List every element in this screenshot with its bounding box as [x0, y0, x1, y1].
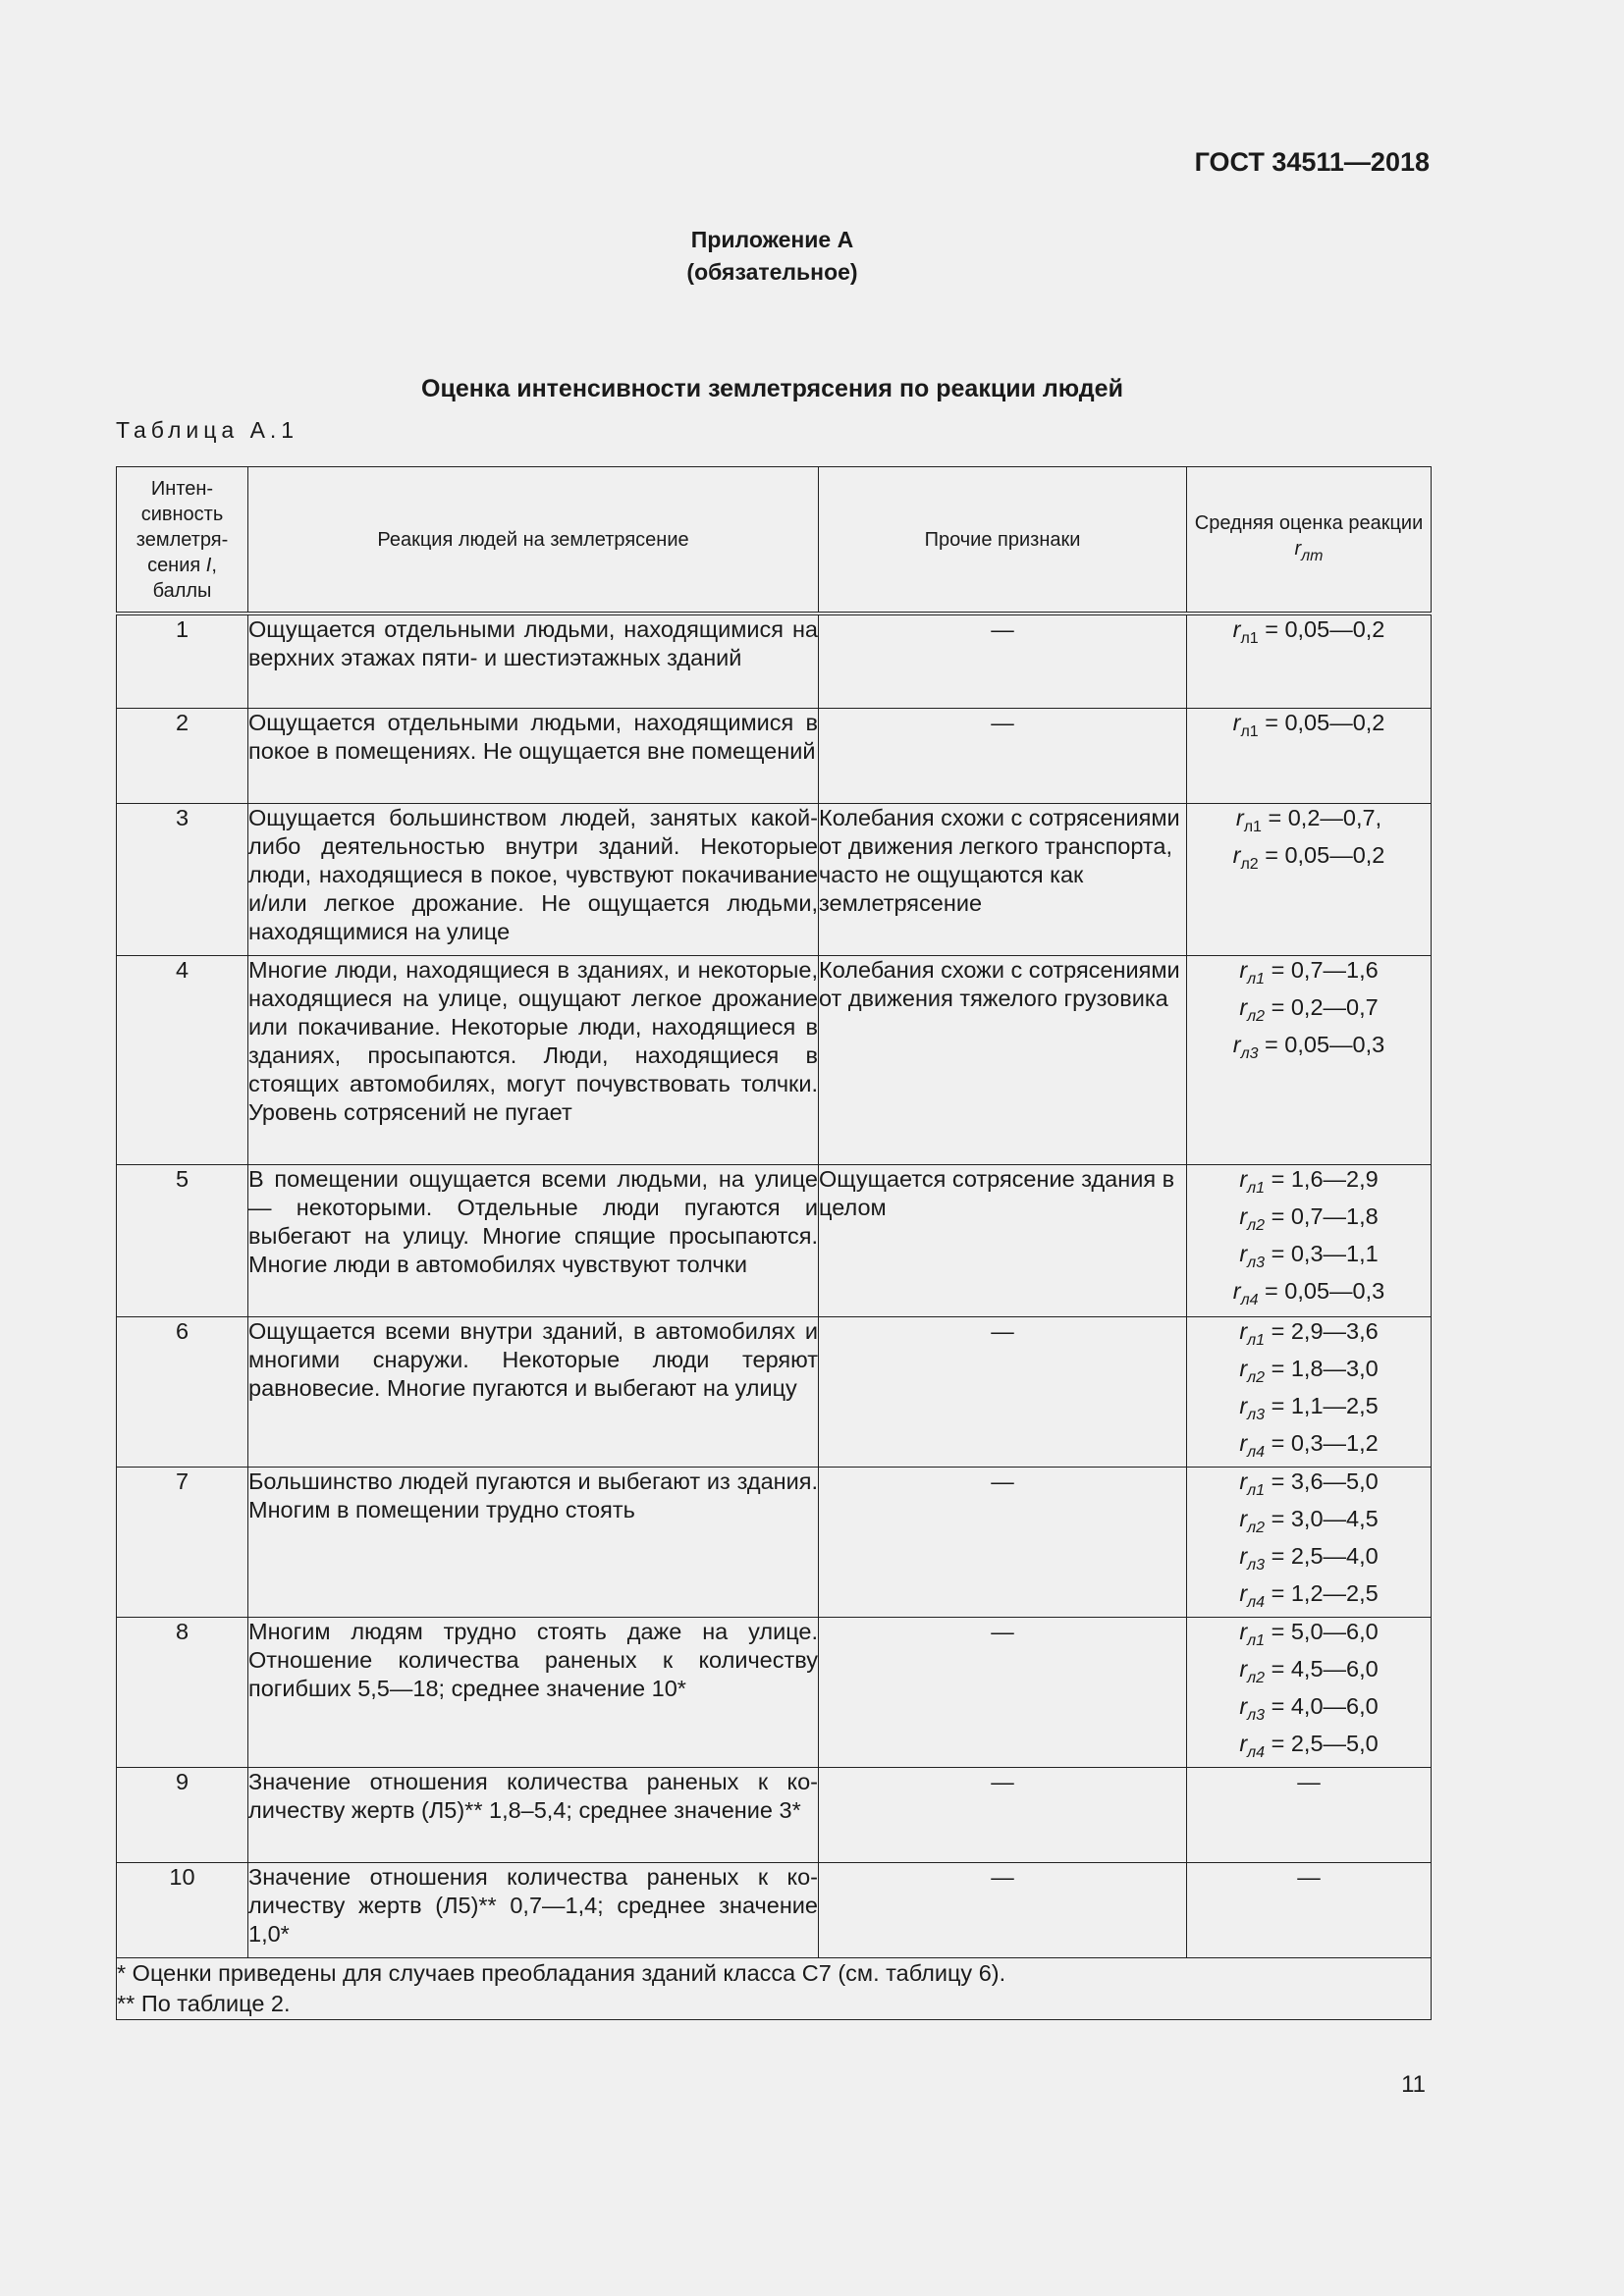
score-line: $r_{л2}$ = 0,7—1,8 — [1239, 1202, 1379, 1234]
score-line: $r_{л3}$ = 0,3—1,1 — [1239, 1240, 1379, 1271]
score-cell — [1187, 1617, 1432, 1767]
score-line: $r_{л3}$ = 1,1—2,5 — [1239, 1392, 1379, 1423]
intensity-value: 10 — [117, 1862, 248, 1957]
appendix-subtitle: (обязательное) — [686, 259, 858, 285]
header-intensity-text: Интен- сивность землетря- сения I, баллы — [135, 477, 229, 602]
table-row — [117, 1767, 1432, 1862]
header-intensity — [117, 467, 248, 614]
reaction-text: Ощущается всеми внутри зданий, в автомобилях и многими снаружи. Некоторые люди теряют равновесие. Многие пугаются и выбегают на улицу — [248, 1316, 819, 1467]
table-row — [117, 1164, 1432, 1316]
score-line: $r_{л2}$ = 3,0—4,5 — [1239, 1505, 1379, 1536]
score-line: $r_{л1}$ = 3,6—5,0 — [1239, 1468, 1379, 1499]
intensity-value: 9 — [117, 1767, 248, 1862]
reaction-text: В помещении ощущается всеми людьми, на улице — некоторыми. Отдельные люди пугаются и выбегают на улицу. Многие спящие просыпаются. Многие люди в автомобилях чувствуют толчки — [248, 1164, 819, 1316]
table-row — [117, 1316, 1432, 1467]
other-signs: — — [819, 708, 1187, 803]
score-cell — [1187, 803, 1432, 955]
other-signs: — — [819, 1767, 1187, 1862]
score-cell — [1187, 614, 1432, 708]
table-label: Таблица А.1 — [116, 417, 299, 443]
header-score-symbol: r — [1294, 537, 1302, 560]
appendix-heading — [0, 224, 1544, 289]
reaction-text: Большинство людей пугаются и выбегают из здания. Многим в помещении трудно стоять — [248, 1467, 819, 1617]
score-line: $r_{л4}$ = 1,2—2,5 — [1239, 1579, 1379, 1611]
other-signs: Колебания схожи с сотрясениями от движения тяжелого грузовика — [819, 955, 1187, 1164]
score-line: $r_{л4}$ = 0,3—1,2 — [1239, 1429, 1379, 1461]
intensity-value: 4 — [117, 955, 248, 1164]
reaction-text: Многим людям трудно стоять даже на улице. Отношение количества раненых к количеству погибших 5,5—18; среднее значение 10* — [248, 1617, 819, 1767]
score-line: $r_{л2}$ = 1,8—3,0 — [1239, 1355, 1379, 1386]
appendix-title: Приложение А — [690, 227, 854, 252]
intensity-value: 1 — [117, 614, 248, 708]
header-other: Прочие признаки — [819, 467, 1187, 614]
score-line: $r_{л2}$ = 0,2—0,7 — [1239, 993, 1379, 1025]
score-cell — [1187, 955, 1432, 1164]
score-line: $r_{л2}$ = 4,5—6,0 — [1239, 1655, 1379, 1686]
other-signs: — — [819, 1862, 1187, 1957]
score-line: $r_{л4}$ = 2,5—5,0 — [1239, 1730, 1379, 1761]
score-cell: — — [1187, 1862, 1432, 1957]
score-line: $r_{л2}$ = 0,05—0,2 — [1232, 841, 1385, 873]
other-signs: — — [819, 1467, 1187, 1617]
reaction-text: Ощущается отдельными людьми, находящимися в покое в помещениях. Не ощущается вне помещений — [248, 708, 819, 803]
reaction-text: Значение отношения количества раненых к количеству жертв (Л5)** 0,7—1,4; среднее значение 1,0* — [248, 1862, 819, 1957]
intensity-value: 7 — [117, 1467, 248, 1617]
intensity-value: 8 — [117, 1617, 248, 1767]
intensity-value: 2 — [117, 708, 248, 803]
score-cell: — — [1187, 1767, 1432, 1862]
intensity-table — [116, 466, 1432, 2020]
score-cell — [1187, 708, 1432, 803]
score-line: $r_{л1}$ = 2,9—3,6 — [1239, 1317, 1379, 1349]
header-score-prefix: Средняя оценка реакции — [1194, 511, 1424, 534]
other-signs: — — [819, 1617, 1187, 1767]
table-row — [117, 1862, 1432, 1957]
reaction-text: Значение отношения количества раненых к количеству жертв (Л5)** 1,8–5,4; среднее значение 3* — [248, 1767, 819, 1862]
score-line: $r_{л3}$ = 0,05—0,3 — [1232, 1031, 1385, 1062]
reaction-text: Многие люди, находящиеся в зданиях, и некоторые, находящиеся на улице, ощущают легкое дрожание или покачивание. Некоторые люди, находящиеся в зданиях, просыпаются. Люди, находящиеся в стоящих автомобилях, могут почувствовать толчки. Уровень сотрясений не пугает — [248, 955, 819, 1164]
intensity-value: 5 — [117, 1164, 248, 1316]
score-cell — [1187, 1316, 1432, 1467]
score-line: $r_{л4}$ = 0,05—0,3 — [1232, 1277, 1385, 1308]
other-signs: — — [819, 614, 1187, 708]
note-2: ** По таблице 2. — [117, 1990, 291, 2016]
header-reaction: Реакция людей на землетрясение — [248, 467, 819, 614]
score-line: $r_{л1}$ = 0,7—1,6 — [1239, 956, 1379, 988]
page-number: 11 — [1401, 2071, 1426, 2098]
other-signs: — — [819, 1316, 1187, 1467]
section-title: Оценка интенсивности землетрясения по реакции людей — [421, 375, 1123, 402]
notes-cell — [117, 1957, 1432, 2019]
reaction-text: Ощущается большинством людей, занятых какой-либо деятельностью внутри зданий. Некоторые люди, находящиеся в покое, чувствуют покачивание и/или легкое дрожание. Не ощущается людьми, находящимися на улице — [248, 803, 819, 955]
table-header-row — [117, 467, 1432, 614]
table-row — [117, 614, 1432, 708]
score-line: $r_{л1}$ = 0,05—0,2 — [1232, 709, 1385, 740]
intensity-value: 6 — [117, 1316, 248, 1467]
score-cell — [1187, 1164, 1432, 1316]
note-1: * Оценки приведены для случаев преобладания зданий класса С7 (см. таблицу 6). — [117, 1959, 1006, 1986]
score-line: $r_{л1}$ = 1,6—2,9 — [1239, 1165, 1379, 1197]
score-line: $r_{л3}$ = 4,0—6,0 — [1239, 1692, 1379, 1724]
score-cell — [1187, 1467, 1432, 1617]
table-row — [117, 803, 1432, 955]
other-signs: Колебания схожи с сотрясениями от движения легкого транспорта, часто не ощущаются как землетрясение — [819, 803, 1187, 955]
score-line: $r_{л3}$ = 2,5—4,0 — [1239, 1542, 1379, 1574]
score-line: $r_{л1}$ = 0,2—0,7, — [1235, 804, 1382, 835]
table-row — [117, 708, 1432, 803]
reaction-text: Ощущается отдельными людьми, находящимися на верхних этажах пяти- и шестиэтажных зданий — [248, 614, 819, 708]
doc-code: ГОСТ 34511—2018 — [1194, 147, 1430, 177]
table-row — [117, 955, 1432, 1164]
intensity-value: 3 — [117, 803, 248, 955]
header-score-sub: лm — [1301, 547, 1324, 564]
table-row — [117, 1467, 1432, 1617]
other-signs: Ощущается сотрясение здания в целом — [819, 1164, 1187, 1316]
score-line: $r_{л1}$ = 5,0—6,0 — [1239, 1618, 1379, 1649]
notes-row — [117, 1957, 1432, 2019]
table-row — [117, 1617, 1432, 1767]
header-score — [1187, 467, 1432, 614]
score-line: $r_{л1}$ = 0,05—0,2 — [1232, 616, 1385, 647]
